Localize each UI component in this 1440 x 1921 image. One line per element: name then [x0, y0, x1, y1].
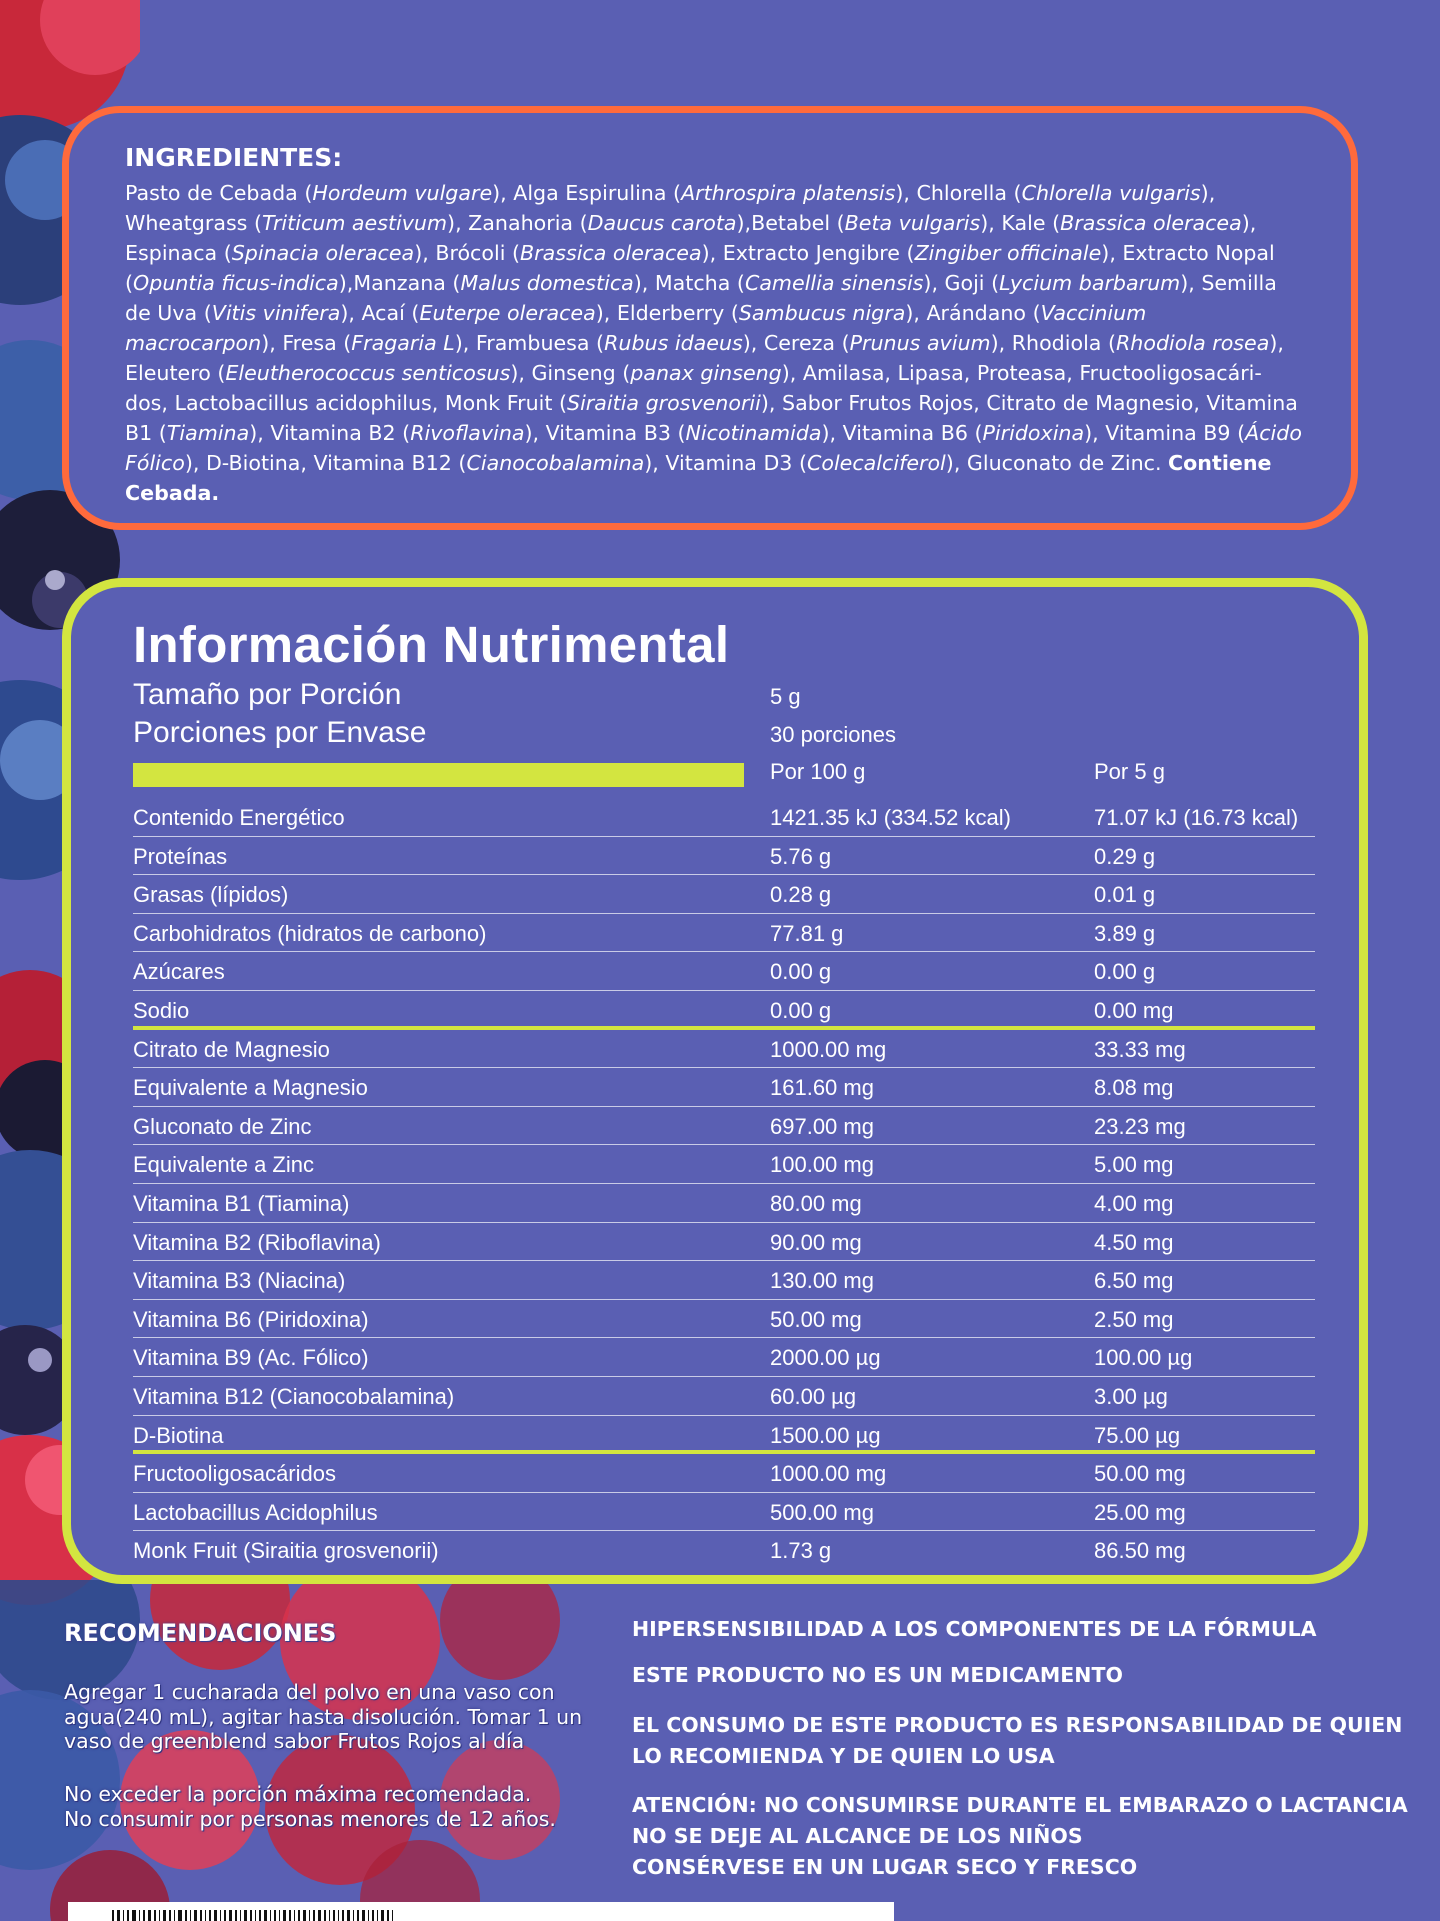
value-per-100g: 1500.00 µg — [770, 1422, 881, 1448]
ingredient-scientific-name: Prunus avium — [849, 331, 991, 355]
ingredient-scientific-name: Brassica oleracea — [1060, 211, 1242, 235]
ingredient-text: ), Brócoli ( — [414, 241, 521, 265]
nutrient-name: D-Biotina — [133, 1422, 224, 1448]
ingredient-text: ), Elderberry ( — [595, 301, 739, 325]
warning-children: NO SE DEJE AL ALCANCE DE LOS NIÑOS — [632, 1824, 1083, 1848]
nutrition-row — [133, 1068, 1315, 1107]
servings-per-container-label: Porciones por Envase — [133, 716, 427, 749]
ingredient-scientific-name: Beta vulgaris — [844, 211, 981, 235]
ingredient-scientific-name: Euterpe oleracea — [419, 301, 596, 325]
value-per-100g: 1421.35 kJ (334.52 kcal) — [770, 805, 1011, 830]
ingredient-scientific-name: Fragaria L — [351, 331, 455, 355]
value-per-5g: 86.50 mg — [1094, 1538, 1186, 1564]
ingredient-text: ), Vitamina D3 ( — [644, 451, 807, 475]
ingredient-text: ), Vitamina B3 ( — [524, 421, 686, 445]
value-per-5g: 75.00 µg — [1094, 1422, 1181, 1448]
value-per-5g: 100.00 µg — [1094, 1345, 1193, 1371]
nutrition-title: Información Nutrimental — [133, 616, 730, 673]
nutrition-row — [133, 991, 1315, 1030]
value-per-100g: 1000.00 mg — [770, 1036, 887, 1062]
ingredient-text: ), Goji ( — [923, 271, 1000, 295]
ingredient-text: ), Alga Espirulina ( — [492, 181, 682, 205]
ingredient-scientific-name: Tiamina — [166, 421, 250, 445]
nutrition-row — [133, 798, 1315, 837]
warning-hypersensitivity: HIPERSENSIBILIDAD A LOS COMPONENTES DE LA FÓRMULA — [632, 1617, 1317, 1641]
value-per-5g: 71.07 kJ (16.73 kcal) — [1094, 805, 1299, 830]
nutrition-row — [133, 1493, 1315, 1532]
ingredients-title: INGREDIENTES: — [125, 143, 343, 172]
value-per-5g: 33.33 mg — [1094, 1036, 1186, 1062]
ingredient-text: ), Acaí ( — [340, 301, 420, 325]
nutrition-row — [133, 1030, 1315, 1069]
ingredient-text: ), Frambuesa ( — [454, 331, 605, 355]
ingredient-scientific-name: Lycium barbarum — [999, 271, 1181, 295]
value-per-5g: 5.00 mg — [1094, 1152, 1174, 1178]
ingredient-scientific-name: Colecalciferol — [806, 451, 946, 475]
ingredient-text: Pasto de Cebada ( — [125, 181, 313, 205]
nutrient-name: Vitamina B3 (Niacina) — [133, 1268, 346, 1294]
ingredient-text: ), Espinaca ( — [125, 211, 1257, 265]
value-per-5g: 2.50 mg — [1094, 1306, 1174, 1332]
nutrition-row — [133, 1338, 1315, 1377]
ingredient-scientific-name: Daucus carota — [587, 211, 737, 235]
warning-responsibility-line-2: LO RECOMIENDA Y DE QUIEN LO USA — [632, 1744, 1055, 1768]
nutrient-name: Contenido Energético — [133, 805, 345, 830]
value-per-100g: 100.00 mg — [770, 1152, 874, 1178]
value-per-100g: 0.00 g — [770, 959, 832, 985]
warning-storage: CONSÉRVESE EN UN LUGAR SECO Y FRESCO — [632, 1855, 1138, 1879]
value-per-5g: 0.29 g — [1094, 843, 1156, 869]
value-per-100g: 500.00 mg — [770, 1499, 874, 1525]
value-per-5g: 4.50 mg — [1094, 1229, 1174, 1255]
nutrition-facts-panel — [62, 578, 1368, 1584]
ingredient-text: ), Extracto Jengibre ( — [701, 241, 915, 265]
nutrition-row — [133, 1107, 1315, 1146]
ingredient-text: ), Wheatgrass ( — [125, 181, 1216, 235]
nutrient-name: Monk Fruit (Siraitia grosvenorii) — [133, 1538, 439, 1564]
nutrient-name: Vitamina B12 (Cianocobalamina) — [133, 1384, 455, 1409]
ingredient-text: ), D-Biotina, Vitamina B12 ( — [184, 451, 467, 475]
ingredient-allergen-note: Contiene Cebada. — [125, 451, 1272, 505]
ingredient-scientific-name: Malus domestica — [460, 271, 634, 295]
ingredient-text: ), Sabor Frutos Rojos, Citrato de Magnesio, Vitamina B1 ( — [125, 391, 1298, 445]
recommendations-title: RECOMENDACIONES — [64, 1619, 337, 1647]
ingredient-text: ), Kale ( — [980, 211, 1061, 235]
ingredient-scientific-name: Hordeum vulgare — [312, 181, 493, 205]
warning-not-medicine: ESTE PRODUCTO NO ES UN MEDICAMENTO — [632, 1663, 1123, 1687]
value-per-5g: 0.01 g — [1094, 882, 1156, 908]
nutrient-name: Azúcares — [133, 959, 225, 985]
value-per-100g: 5.76 g — [770, 843, 832, 869]
ingredient-scientific-name: Rhodiola rosea — [1116, 331, 1270, 355]
ingredient-scientific-name: Triticum aestivum — [261, 211, 448, 235]
ingredient-scientific-name: Opuntia ficus-indica — [133, 271, 339, 295]
column-header-per-5g: Por 5 g — [1094, 759, 1165, 784]
ingredient-scientific-name: Siraitia grosvenorii — [567, 391, 761, 415]
ingredient-text: ),Manzana ( — [338, 271, 461, 295]
ingredient-scientific-name: Cianocobalamina — [466, 451, 645, 475]
nutrition-row — [133, 1145, 1315, 1184]
nutrient-name: Vitamina B2 (Riboflavina) — [133, 1229, 381, 1255]
ingredient-scientific-name: Brassica oleracea — [520, 241, 702, 265]
value-per-5g: 3.00 µg — [1094, 1384, 1168, 1409]
nutrition-row — [133, 837, 1315, 876]
value-per-5g: 0.00 g — [1094, 959, 1156, 985]
nutrient-name: Gluconato de Zinc — [133, 1113, 312, 1139]
ingredient-text: ), Vitamina B9 ( — [1084, 421, 1246, 445]
value-per-5g: 3.89 g — [1094, 920, 1156, 946]
value-per-100g: 2000.00 µg — [770, 1345, 881, 1371]
ingredient-scientific-name: Chlorella vulgaris — [1021, 181, 1201, 205]
warning-attention — [632, 1790, 1408, 1883]
value-per-5g: 50.00 mg — [1094, 1461, 1186, 1487]
ingredient-scientific-name: Zingiber officinale — [914, 241, 1102, 265]
ingredient-text: ), Eleutero ( — [125, 331, 1284, 385]
value-per-100g: 0.00 g — [770, 998, 832, 1023]
ingredient-text: ), Amilasa, Lipasa, Proteasa, Fructooligosacári-dos, Lactobacillus acidophilus, Monk Fruit ( — [125, 361, 1262, 415]
nutrient-name: Grasas (lípidos) — [133, 882, 289, 908]
ingredient-scientific-name: Arthrospira platensis — [681, 181, 896, 205]
nutrition-row — [133, 1300, 1315, 1339]
warning-responsibility — [632, 1710, 1402, 1772]
ingredient-text: ), Vitamina B2 ( — [249, 421, 411, 445]
nutrient-name: Fructooligosacáridos — [133, 1461, 336, 1487]
ingredient-scientific-name: Vitis vinifera — [211, 301, 341, 325]
nutrition-row — [133, 875, 1315, 914]
ingredient-text: ),Betabel ( — [736, 211, 845, 235]
ingredient-text: ), Extracto Nopal ( — [125, 241, 1275, 295]
value-per-100g: 77.81 g — [770, 920, 844, 946]
nutrient-name: Equivalente a Zinc — [133, 1152, 314, 1178]
value-per-100g: 60.00 µg — [770, 1384, 857, 1409]
value-per-100g: 0.28 g — [770, 882, 832, 908]
ingredients-list — [125, 178, 1303, 508]
ingredient-scientific-name: Spinacia oleracea — [231, 241, 415, 265]
nutrient-name: Citrato de Magnesio — [133, 1036, 330, 1062]
value-per-5g: 25.00 mg — [1094, 1499, 1186, 1525]
warning-responsibility-line-1: EL CONSUMO DE ESTE PRODUCTO ES RESPONSABILIDAD DE QUIEN — [632, 1713, 1403, 1737]
warning-pregnancy: ATENCIÓN: NO CONSUMIRSE DURANTE EL EMBARAZO O LACTANCIA — [632, 1793, 1408, 1817]
ingredient-text: ), Cereza ( — [742, 331, 850, 355]
value-per-100g: 697.00 mg — [770, 1113, 874, 1139]
column-header-per-100g: Por 100 g — [770, 759, 866, 784]
nutrient-name: Proteínas — [133, 843, 228, 869]
ingredient-scientific-name: Piridoxina — [982, 421, 1085, 445]
recommendations-text: Agregar 1 cucharada del polvo en una vaso con agua(240 mL), agitar hasta disolución. Tomar 1 un vaso de greenblend sabor Frutos Rojos al día — [64, 1680, 583, 1753]
ingredient-text: ), Arándano ( — [905, 301, 1041, 325]
nutrition-row — [133, 1416, 1315, 1455]
ingredient-scientific-name: Nicotinamida — [685, 421, 822, 445]
nutrition-row — [133, 914, 1315, 953]
ingredient-scientific-name: Eleutherococcus senticosus — [225, 361, 511, 385]
ingredient-text: ), Chlorella ( — [895, 181, 1022, 205]
value-per-100g: 90.00 mg — [770, 1229, 862, 1255]
servings-per-container-value: 30 porciones — [770, 722, 896, 747]
value-per-5g: 4.00 mg — [1094, 1191, 1174, 1216]
ingredient-scientific-name: Vaccinium macrocarpon — [125, 301, 1147, 355]
ingredient-text: ), Fresa ( — [261, 331, 352, 355]
nutrition-row — [133, 1223, 1315, 1262]
value-per-100g: 1000.00 mg — [770, 1461, 887, 1487]
ingredients-panel — [62, 106, 1358, 530]
ingredient-text: ), Ginseng ( — [510, 361, 631, 385]
nutrient-name: Vitamina B1 (Tiamina) — [133, 1191, 350, 1216]
nutrition-row — [133, 952, 1315, 991]
nutrition-row — [133, 1261, 1315, 1300]
ingredient-scientific-name: Rubus idaeus — [604, 331, 743, 355]
value-per-5g: 0.00 mg — [1094, 998, 1174, 1023]
ingredient-text: ), Gluconato de Zinc. — [945, 451, 1169, 475]
ingredient-text: ), Semilla de Uva ( — [125, 271, 1277, 325]
barcode-image — [68, 1902, 894, 1921]
header-accent-bar — [133, 763, 744, 787]
ingredient-text: ), Vitamina B6 ( — [821, 421, 983, 445]
ingredient-text: ), Rhodiola ( — [990, 331, 1116, 355]
nutrition-row — [133, 1184, 1315, 1223]
ingredient-scientific-name: panax ginseng — [630, 361, 782, 385]
value-per-100g: 80.00 mg — [770, 1191, 862, 1216]
ingredient-scientific-name: Ácido Fólico — [125, 421, 1302, 475]
value-per-5g: 8.08 mg — [1094, 1075, 1174, 1101]
ingredient-scientific-name: Rivoflavina — [410, 421, 525, 445]
serving-size-label: Tamaño por Porción — [133, 678, 402, 711]
serving-size-value: 5 g — [770, 684, 801, 709]
value-per-100g: 50.00 mg — [770, 1306, 862, 1332]
nutrition-row — [133, 1454, 1315, 1493]
max-portion-note: No exceder la porción máxima recomendada. — [64, 1782, 532, 1806]
age-restriction-note: No consumir por personas menores de 12 años. — [64, 1807, 556, 1831]
ingredient-scientific-name: Camellia sinensis — [744, 271, 924, 295]
value-per-5g: 23.23 mg — [1094, 1113, 1186, 1139]
value-per-100g: 161.60 mg — [770, 1075, 874, 1101]
nutrient-name: Vitamina B9 (Ac. Fólico) — [133, 1345, 369, 1371]
nutrient-name: Equivalente a Magnesio — [133, 1075, 368, 1101]
nutrition-row — [133, 1531, 1315, 1570]
ingredient-scientific-name: Sambucus nigra — [738, 301, 906, 325]
value-per-5g: 6.50 mg — [1094, 1268, 1174, 1294]
ingredient-text: ), Matcha ( — [633, 271, 745, 295]
recommendations-notes — [64, 1782, 624, 1832]
nutrient-name: Sodio — [133, 998, 190, 1023]
value-per-100g: 1.73 g — [770, 1538, 832, 1564]
nutrition-row — [133, 1377, 1315, 1416]
value-per-100g: 130.00 mg — [770, 1268, 874, 1294]
nutrient-name: Lactobacillus Acidophilus — [133, 1499, 378, 1525]
nutrient-name: Carbohidratos (hidratos de carbono) — [133, 920, 487, 946]
ingredient-text: ), Zanahoria ( — [447, 211, 588, 235]
nutrient-name: Vitamina B6 (Piridoxina) — [133, 1306, 369, 1332]
